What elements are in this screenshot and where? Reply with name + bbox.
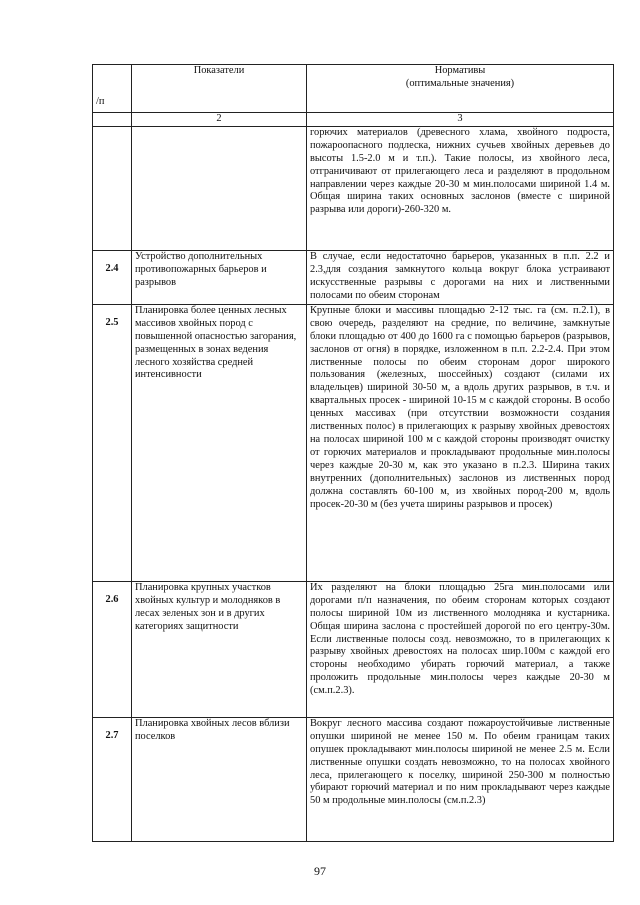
row-indicator: Планировка хвойных лесов вблизи поселков: [132, 717, 307, 841]
table-row: [93, 581, 614, 717]
table-row: [93, 250, 614, 304]
row-indicator: [132, 126, 307, 250]
norms-table: [92, 64, 614, 842]
column-index-2: 2: [132, 113, 307, 127]
row-norm: Крупные блоки и массивы площадью 2-12 тыс. га (см. п.2.1), в свою очередь, разделяют на средние, по величине, замкнутые блоки площадью от 400 до 1600 га с помощью барьеров (разрывов, заслонов от огня) в порядке, изложенном в п.п. 2.2-2.4. При этом лиственные полосы по обеим сторонам дорог широкого пользования (железных, шоссейных) создают (силами их владельцев) шириной 30-50 м, а вдоль других разрывов, в т.ч. и квартальных просек - шириной 10-15 м с каждой стороны. В особо ценных массивах (при отсутствии возможности создания лиственных полос) в прилегающих к разрыву хвойных древостоях на полосах шириной 100 м с каждой стороны производят очистку от горючих материалов и прокладывают продольные мин.полосы через каждые 20-30 м, как это указано в п.2.3. Ширина таких внутренних (дополнительных) заслонов из лиственных пород должна составлять 60-100 м, из хвойных пород-200 м, вдоль просек-20-30 м (без учета ширины разрывов и просек): [307, 304, 614, 581]
header-norms-title: Нормативы: [434, 65, 486, 76]
row-norm: Их разделяют на блоки площадью 25га мин.полосами или дорогами п/п назначения, по обеим сторонам которых создают полосы шириной 10м из лиственного молодняка и кустарника. Общая ширина заслона с простейшей дорогой по его центру-30м. Если лиственные полосы созд. невозможно, то в прилегающих к разрыву хвойных древостоях на полосах шир.100м с каждой его стороны необходимо убирать горючий материал, а также проложить продольные мин.полосы через каждые 20-30 м (см.п.2.3).: [307, 581, 614, 717]
row-number: [93, 126, 132, 250]
header-norms: [307, 65, 614, 113]
header-indicators: Показатели: [132, 65, 307, 113]
row-number: 2.6: [93, 581, 132, 717]
header-norms-subtitle: (оптимальные значения): [405, 77, 515, 89]
page-number: 97: [314, 864, 326, 878]
column-index-3: 3: [307, 113, 614, 127]
header-number: /п: [93, 65, 132, 113]
row-indicator: Планировка крупных участков хвойных культур и молодняков в лесах зеленых зон и в других категориях защитности: [132, 581, 307, 717]
row-number: 2.4: [93, 250, 132, 304]
column-index-1: [93, 113, 132, 127]
row-indicator: Планировка более ценных лесных массивов хвойных пород с повышенной опасностью загорания, размещенных в зонах ведения лесного хозяйства средней интенсивности: [132, 304, 307, 581]
row-number: 2.5: [93, 304, 132, 581]
column-index-row: [93, 113, 614, 127]
table-row: [93, 717, 614, 841]
row-indicator: Устройство дополнительных противопожарных барьеров и разрывов: [132, 250, 307, 304]
table-header-row: [93, 65, 614, 113]
table-row: [93, 304, 614, 581]
row-norm: Вокруг лесного массива создают пожароустойчивые лиственные опушки шириной не менее 150 м. По обеим границам таких опушек прокладывают мин.полосы шириной не менее 2.5 м. Если лиственные опушки создать невозможно, то на полосах хвойного леса, прилегающего к поселку, шириной 250-300 м полностью убирают горючий материал и по ним прокладывают через каждые 50 м продольные мин.полосы (см.п.2.3): [307, 717, 614, 841]
row-number: 2.7: [93, 717, 132, 841]
table-row: [93, 126, 614, 250]
row-norm: В случае, если недостаточно барьеров, указанных в п.п. 2.2 и 2.3,для создания замкнутого кольца вокруг блока устраивают искусственные разрывы с дорогами на них и лиственными полосами по обеим сторонам: [307, 250, 614, 304]
row-norm: горючих материалов (древесного хлама, хвойного подроста, пожароопасного подлеска, нижних сучьев хвойных деревьев до высоты 1.5-2.0 м и т.п.). Такие полосы, из хвойного леса, отграничивают от прилегающего леса и разделяют в продольном направлении через каждые 20-30 м мин.полосами шириной 1.4 м. Общая ширина таких основных заслонов (вместе с шириной разрыва или дороги)-260-320 м.: [307, 126, 614, 250]
